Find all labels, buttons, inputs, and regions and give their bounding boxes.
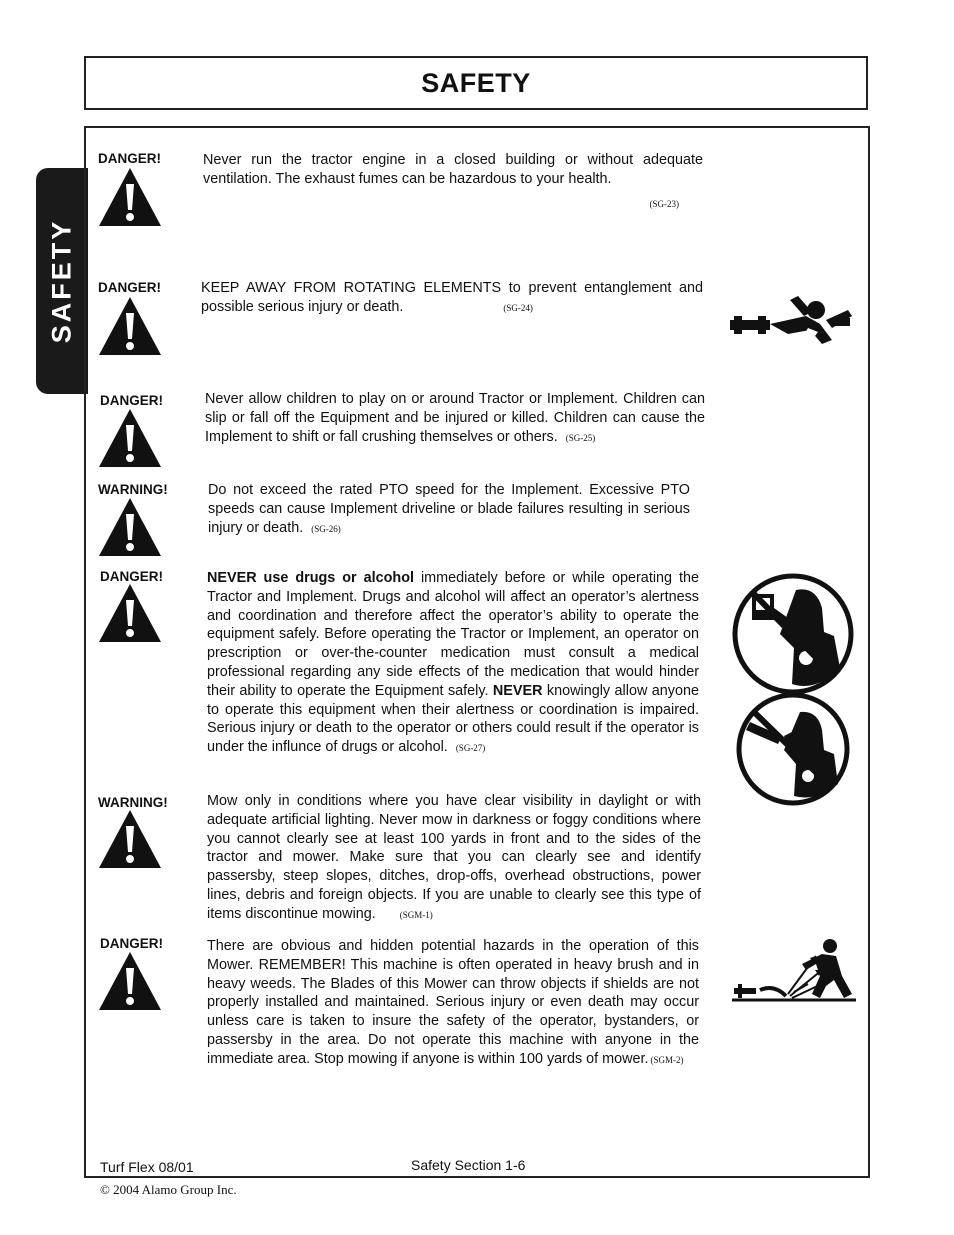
message-text: KEEP AWAY FROM ROTATING ELEMENTS to prevent entanglement and possible serious injury or death.: [201, 280, 703, 315]
message-code: (SG-23): [649, 198, 679, 209]
warning-triangle-icon: [97, 808, 163, 870]
safety-message: [207, 569, 699, 758]
message-code: (SG-27): [455, 743, 486, 754]
message-text: Mow only in conditions where you have clear visibility in daylight or with adequate artificial lighting. Never mow in darkness or foggy conditions where you cannot clearly see at least 100 yards in front and to the sides of the tractor and mower. Make sure that you can clearly see and identify passersby, steep slopes, ditches, drop-offs, overhead obstructions, power lines, debris and foreign objects. If you are unable to clearly see this type of items discontinue mowing.: [207, 793, 701, 922]
message-text: There are obvious and hidden potential hazards in the operation of this Mower. REMEMBER! This machine is often operated in heavy brush and in heavy weeds. The Blades of this Mower can throw objects if shields are not properly installed and maintained. Serious injury or even death may occur unless care is taken to insure the safety of the operator, bystanders, or passersby in the area. Do not operate this machine with anyone in the immediate area. Stop mowing if anyone is within 100 yards of mower.: [207, 938, 699, 1067]
entanglement-pictogram-icon: [728, 294, 856, 350]
message-emphasis: NEVER: [492, 682, 543, 699]
safety-message: [203, 151, 703, 213]
warning-triangle-icon: [97, 950, 163, 1012]
side-tab-label: SAFETY: [46, 218, 77, 344]
signal-word: WARNING!: [98, 482, 168, 497]
no-drugs-pictogram-icon: [730, 572, 856, 696]
page-title: SAFETY: [421, 68, 531, 98]
footer-model-date: Turf Flex 08/01: [100, 1159, 194, 1175]
message-text: immediately before or while operating the Tractor and Implement. Drugs and alcohol will affect an operator’s alertness and coordination and therefore affect the operator’s ability to operate the equipment safely. Before operating the Tractor or Implement, an operator on prescription or over-the-counter medication must consult a medical professional regarding any side effects of the medication that would hinder their ability to operate the Equipment safely.: [207, 570, 699, 699]
message-text: Do not exceed the rated PTO speed for the Implement. Excessive PTO speeds can cause Implement driveline or blade failures resulting in serious injury or death.: [208, 482, 690, 536]
side-tab: [36, 168, 88, 394]
footer-section-page: Safety Section 1-6: [411, 1157, 526, 1173]
message-code: (SG-24): [503, 302, 533, 313]
message-code: (SGM-2): [650, 1054, 684, 1065]
message-code: (SGM-1): [399, 909, 433, 920]
safety-message: [201, 279, 703, 318]
message-lead: NEVER use drugs or alcohol: [207, 570, 414, 586]
message-code: (SG-26): [311, 523, 341, 534]
no-alcohol-pictogram-icon: [730, 692, 856, 806]
safety-message: [207, 937, 699, 1070]
copyright: © 2004 Alamo Group Inc.: [100, 1182, 237, 1197]
message-text: knowingly allow anyone to operate this equipment when their alertness or coordination is impaired. Serious injury or death to the operator or others could result if the operator is under the influnce of drugs or alcohol.: [207, 682, 699, 756]
safety-message: [205, 390, 705, 447]
message-text: Never run the tractor engine in a closed building or without adequate ventilation. The exhaust fumes can be hazardous to your health.: [203, 152, 703, 187]
warning-triangle-icon: [97, 295, 163, 357]
signal-word: DANGER!: [100, 393, 163, 408]
signal-word: DANGER!: [100, 569, 163, 584]
warning-triangle-icon: [97, 582, 163, 644]
signal-word: DANGER!: [98, 280, 161, 295]
signal-word: DANGER!: [98, 151, 161, 166]
signal-word: WARNING!: [98, 795, 168, 810]
thrown-objects-pictogram-icon: [730, 936, 858, 1008]
title-box: [84, 56, 868, 110]
warning-triangle-icon: [97, 166, 163, 228]
message-code: (SG-25): [565, 432, 596, 443]
signal-word: DANGER!: [100, 936, 163, 951]
message-text: Never allow children to play on or around Tractor or Implement. Children can slip or fall off the Equipment and be injured or killed. Children can cause the Implement to shift or fall crushing themselves or others.: [205, 391, 705, 445]
warning-triangle-icon: [97, 496, 163, 558]
safety-message: [207, 792, 701, 925]
safety-message: [208, 481, 690, 538]
warning-triangle-icon: [97, 407, 163, 469]
